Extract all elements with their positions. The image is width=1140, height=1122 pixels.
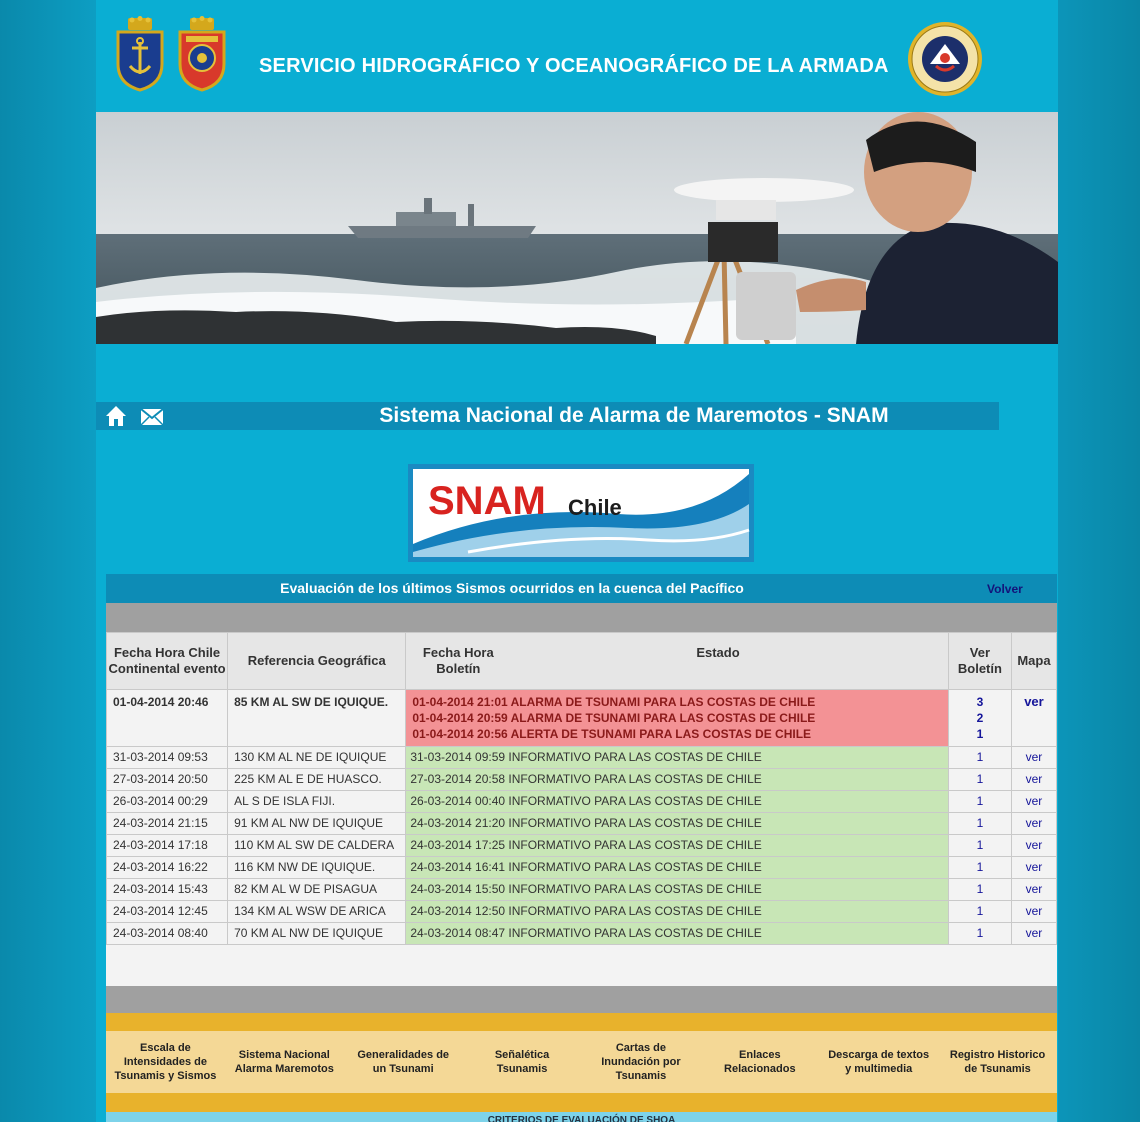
- page-side-left: [0, 0, 96, 1122]
- bottom-bar: [106, 1112, 1057, 1122]
- cell-geo-ref: 110 KM AL SW DE CALDERA: [228, 835, 406, 857]
- header-event-date: Fecha Hora Chile Continental evento: [107, 633, 228, 690]
- cell-bulletin-links: [948, 791, 1011, 813]
- cell-status: 24-03-2014 08:47 INFORMATIVO PARA LAS COSTAS DE CHILE: [406, 923, 949, 945]
- page-side-right: [1058, 0, 1140, 1122]
- volver-link[interactable]: Volver: [987, 582, 1023, 596]
- armada-crest-icon: [176, 16, 228, 92]
- bulletin-link[interactable]: 2: [976, 711, 984, 725]
- bulletin-link[interactable]: 1: [976, 794, 984, 808]
- gray-bar-top: [106, 603, 1057, 632]
- footer-menu-item[interactable]: Sistema Nacional Alarma Maremotos: [234, 1049, 334, 1075]
- header-view-bulletin: Ver Boletín: [948, 633, 1011, 690]
- cell-event-date: 24-03-2014 08:40: [107, 923, 228, 945]
- map-link[interactable]: ver: [1025, 838, 1043, 852]
- footer-menu-item[interactable]: Descarga de textos y multimedia: [828, 1049, 930, 1075]
- page-container: [96, 0, 1058, 1122]
- footer-menu-item[interactable]: Señalética Tsunamis: [494, 1049, 550, 1075]
- cell-status: 31-03-2014 09:59 INFORMATIVO PARA LAS COSTAS DE CHILE: [406, 747, 949, 769]
- cell-status: 26-03-2014 00:40 INFORMATIVO PARA LAS COSTAS DE CHILE: [406, 791, 949, 813]
- cell-bulletin-links: [948, 769, 1011, 791]
- cell-status: 27-03-2014 20:58 INFORMATIVO PARA LAS COSTAS DE CHILE: [406, 769, 949, 791]
- cell-map: [1011, 879, 1056, 901]
- cell-event-date: 24-03-2014 16:22: [107, 857, 228, 879]
- cell-geo-ref: 70 KM AL NW DE IQUIQUE: [228, 923, 406, 945]
- table-row: [107, 923, 1057, 945]
- bulletin-link[interactable]: 1: [976, 727, 984, 741]
- bulletin-link[interactable]: 1: [976, 882, 984, 896]
- footer-menu-item[interactable]: Cartas de Inundación por Tsunamis: [601, 1042, 681, 1082]
- cell-map: [1011, 690, 1056, 747]
- bulletin-link[interactable]: 1: [976, 904, 984, 918]
- cell-geo-ref: AL S DE ISLA FIJI.: [228, 791, 406, 813]
- cell-bulletin-links: [948, 747, 1011, 769]
- logo-sub-text: Chile: [568, 495, 622, 520]
- bulletin-link[interactable]: 1: [976, 860, 984, 874]
- table-row: [107, 747, 1057, 769]
- snam-chile-logo: [408, 464, 754, 562]
- cell-map: [1011, 813, 1056, 835]
- cell-geo-ref: 134 KM AL WSW DE ARICA: [228, 901, 406, 923]
- cell-event-date: 01-04-2014 20:46: [107, 690, 228, 747]
- cell-map: [1011, 769, 1056, 791]
- snam-heading: Sistema Nacional de Alarma de Maremotos - SNAM: [379, 404, 889, 427]
- bulletin-link[interactable]: 1: [976, 838, 984, 852]
- table-row: [107, 791, 1057, 813]
- map-link[interactable]: ver: [1025, 750, 1043, 764]
- map-link[interactable]: ver: [1025, 882, 1043, 896]
- cell-status: 24-03-2014 16:41 INFORMATIVO PARA LAS COSTAS DE CHILE: [406, 857, 949, 879]
- header-state: [406, 633, 949, 690]
- banner-photo: [96, 112, 1058, 344]
- footer-menu-item[interactable]: Registro Historico de Tsunamis: [949, 1049, 1046, 1075]
- bulletin-link[interactable]: 3: [976, 695, 984, 709]
- header-map: Mapa: [1011, 633, 1056, 690]
- shoa-seal-icon: [906, 20, 984, 98]
- map-link[interactable]: ver: [1025, 926, 1043, 940]
- cell-event-date: 31-03-2014 09:53: [107, 747, 228, 769]
- table-row: [107, 813, 1057, 835]
- header-status: Estado: [696, 645, 740, 660]
- earthquake-table: [106, 632, 1057, 945]
- header-bulletin-date: Fecha Hora Boletín: [422, 645, 494, 676]
- navy-crest-icon: [114, 16, 166, 92]
- cell-event-date: 26-03-2014 00:29: [107, 791, 228, 813]
- alarm-status-line: 01-04-2014 20:59 ALARMA DE TSUNAMI PARA LAS COSTAS DE CHILE: [412, 711, 816, 725]
- cell-map: [1011, 901, 1056, 923]
- cell-bulletin-links: [948, 690, 1011, 747]
- cell-status: 24-03-2014 17:25 INFORMATIVO PARA LAS COSTAS DE CHILE: [406, 835, 949, 857]
- menu-bar-top: [106, 1013, 1057, 1031]
- bulletin-link[interactable]: 1: [976, 926, 984, 940]
- footer-menu-item[interactable]: Generalidades de un Tsunami: [357, 1049, 450, 1075]
- cell-event-date: 24-03-2014 21:15: [107, 813, 228, 835]
- bulletin-link[interactable]: 1: [976, 816, 984, 830]
- bottom-bar-text: CRITERIOS DE EVALUACIÓN DE SHOA: [487, 1115, 676, 1122]
- table-row: [107, 879, 1057, 901]
- cell-alarm-status: [406, 690, 949, 747]
- cell-map: [1011, 923, 1056, 945]
- bulletin-link[interactable]: 1: [976, 772, 984, 786]
- cell-bulletin-links: [948, 835, 1011, 857]
- site-header: [96, 0, 1058, 112]
- cell-map: [1011, 747, 1056, 769]
- cell-geo-ref: 82 KM AL W DE PISAGUA: [228, 879, 406, 901]
- menu-bar-bottom: [106, 1093, 1057, 1112]
- earthquake-table-container: [106, 632, 1057, 986]
- cell-geo-ref: 130 KM AL NE DE IQUIQUE: [228, 747, 406, 769]
- table-row: [107, 769, 1057, 791]
- table-header-row: [107, 633, 1057, 690]
- map-link[interactable]: ver: [1025, 904, 1043, 918]
- table-row: [107, 857, 1057, 879]
- cell-event-date: 24-03-2014 12:45: [107, 901, 228, 923]
- cell-event-date: 24-03-2014 15:43: [107, 879, 228, 901]
- site-title: SERVICIO HIDROGRÁFICO Y OCEANOGRÁFICO DE LA ARMADA: [259, 55, 889, 77]
- table-row: [107, 901, 1057, 923]
- map-link[interactable]: ver: [1025, 816, 1043, 830]
- cell-geo-ref: 225 KM AL E DE HUASCO.: [228, 769, 406, 791]
- map-link[interactable]: ver: [1025, 794, 1043, 808]
- header-geo-ref: Referencia Geográfica: [228, 633, 406, 690]
- map-link[interactable]: ver: [1024, 694, 1044, 709]
- evaluation-title: Evaluación de los últimos Sismos ocurridos en la cuenca del Pacífico: [280, 580, 744, 596]
- cell-event-date: 24-03-2014 17:18: [107, 835, 228, 857]
- cell-bulletin-links: [948, 901, 1011, 923]
- footer-menu-item[interactable]: Enlaces Relacionados: [724, 1049, 796, 1075]
- cell-status: 24-03-2014 21:20 INFORMATIVO PARA LAS COSTAS DE CHILE: [406, 813, 949, 835]
- footer-menu-item[interactable]: Escala de Intensidades de Tsunamis y Sismos: [114, 1042, 217, 1082]
- cell-status: 24-03-2014 12:50 INFORMATIVO PARA LAS COSTAS DE CHILE: [406, 901, 949, 923]
- cell-bulletin-links: [948, 813, 1011, 835]
- cell-bulletin-links: [948, 923, 1011, 945]
- table-row-alarm: [107, 690, 1057, 747]
- table-row: [107, 835, 1057, 857]
- logo-main-text: SNAM: [428, 479, 546, 523]
- gray-bar-bottom: [106, 986, 1057, 1013]
- cell-bulletin-links: [948, 879, 1011, 901]
- cell-map: [1011, 857, 1056, 879]
- map-link[interactable]: ver: [1025, 860, 1043, 874]
- footer-menu: [106, 1031, 1057, 1093]
- cell-map: [1011, 835, 1056, 857]
- cell-geo-ref: 85 KM AL SW DE IQUIQUE.: [228, 690, 406, 747]
- cell-status: 24-03-2014 15:50 INFORMATIVO PARA LAS COSTAS DE CHILE: [406, 879, 949, 901]
- alarm-status-line: 01-04-2014 20:56 ALERTA DE TSUNAMI PARA LAS COSTAS DE CHILE: [412, 727, 812, 741]
- cell-geo-ref: 91 KM AL NW DE IQUIQUE: [228, 813, 406, 835]
- cell-bulletin-links: [948, 857, 1011, 879]
- cell-event-date: 27-03-2014 20:50: [107, 769, 228, 791]
- cell-geo-ref: 116 KM NW DE IQUIQUE.: [228, 857, 406, 879]
- cell-map: [1011, 791, 1056, 813]
- alarm-status-line: 01-04-2014 21:01 ALARMA DE TSUNAMI PARA LAS COSTAS DE CHILE: [412, 695, 816, 709]
- bulletin-link[interactable]: 1: [976, 750, 984, 764]
- map-link[interactable]: ver: [1025, 772, 1043, 786]
